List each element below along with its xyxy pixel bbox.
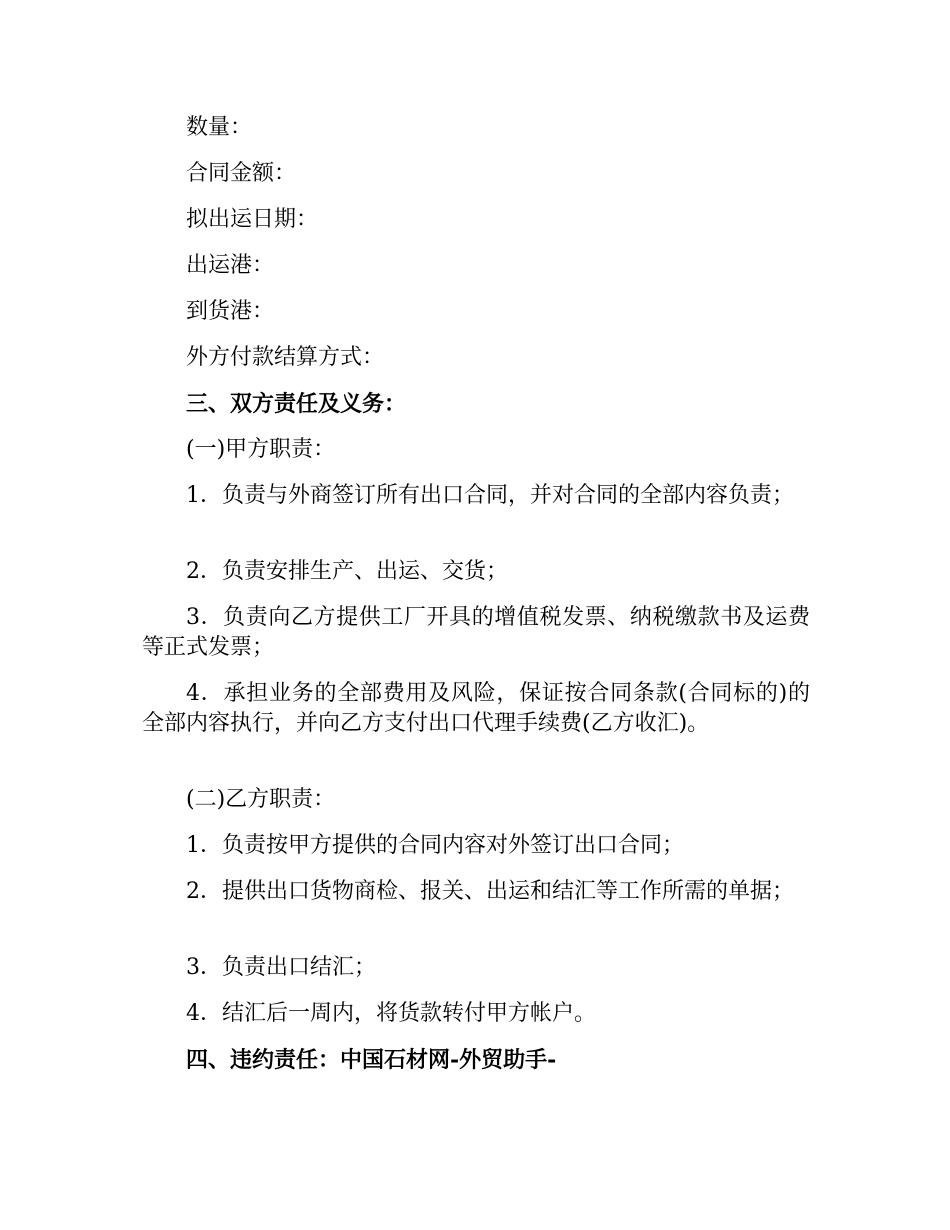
field-payment-method: 外方付款结算方式： bbox=[186, 345, 385, 370]
section-heading-liability: 四、违约责任：中国石材网-外贸助手- bbox=[186, 1047, 557, 1073]
subsection-party-a: (一)甲方职责： bbox=[186, 437, 336, 462]
party-a-item-4: 4．承担业务的全部费用及风险，保证按合同条款(合同标的)的全部内容执行，并向乙方支付出口代理手续费(乙方收汇)。 bbox=[142, 681, 810, 736]
field-shipment-date: 拟出运日期： bbox=[186, 207, 319, 232]
field-port-of-loading: 出运港： bbox=[186, 253, 275, 278]
party-b-item-3: 3．负责出口结汇； bbox=[186, 955, 376, 980]
field-quantity: 数量： bbox=[186, 115, 253, 140]
party-b-item-2: 2．提供出口货物商检、报关、出运和结汇等工作所需的单据； bbox=[186, 879, 794, 904]
party-a-item-3: 3．负责向乙方提供工厂开具的增值税发票、纳税缴款书及运费等正式发票； bbox=[142, 605, 810, 660]
party-b-item-1: 1．负责按甲方提供的合同内容对外签订出口合同； bbox=[186, 833, 684, 858]
field-contract-amount: 合同金额： bbox=[186, 161, 297, 186]
party-a-item-2: 2．负责安排生产、出运、交货； bbox=[186, 559, 508, 584]
subsection-party-b: (二)乙方职责： bbox=[186, 787, 336, 812]
field-port-of-destination: 到货港： bbox=[186, 299, 275, 324]
party-a-item-1: 1．负责与外商签订所有出口合同，并对合同的全部内容负责； bbox=[186, 483, 794, 508]
party-b-item-4: 4．结汇后一周内，将货款转付甲方帐户。 bbox=[186, 1001, 596, 1026]
section-heading-responsibilities: 三、双方责任及义务： bbox=[186, 391, 407, 417]
